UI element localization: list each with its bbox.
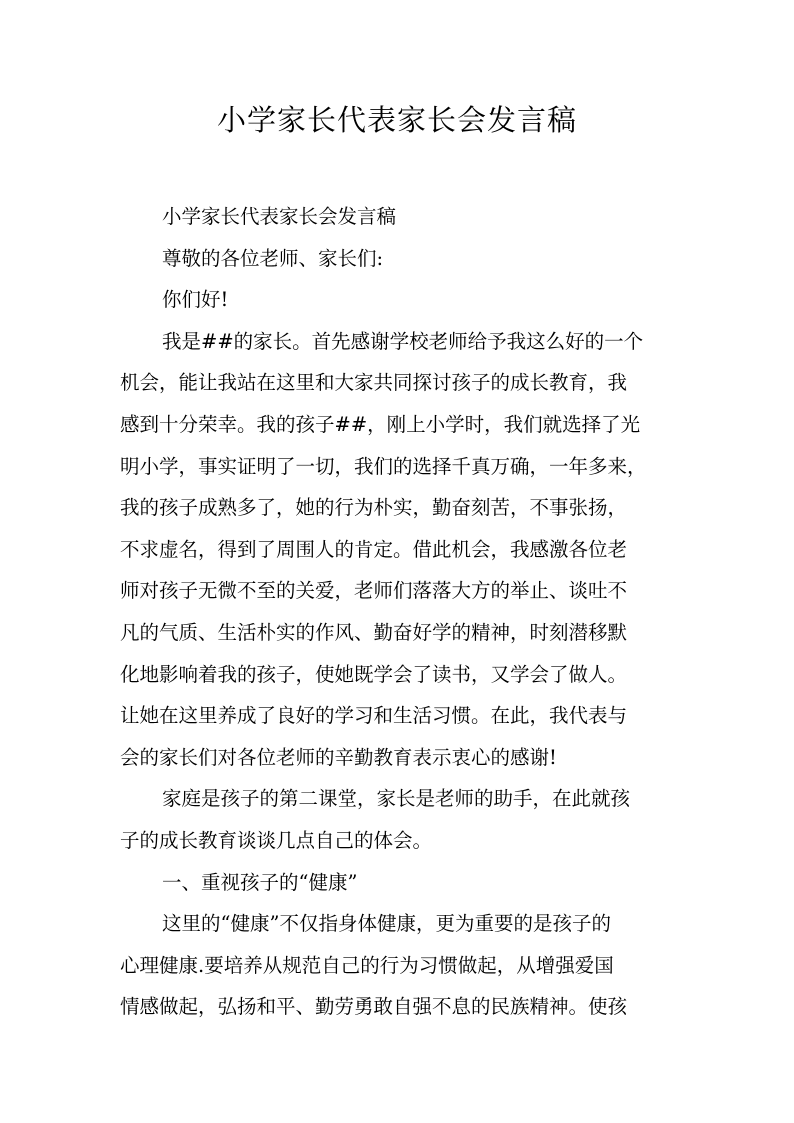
paragraph-line: 师对孩子无微不至的关爱，老师们落落大方的举止、谈吐不 — [120, 579, 628, 603]
paragraph-line: 让她在这里养成了良好的学习和生活习惯。在此，我代表与 — [120, 704, 628, 728]
paragraph-line: 情感做起，弘扬和平、勤劳勇敢自强不息的民族精神。使孩 — [120, 995, 628, 1019]
salutation-line: 尊敬的各位老师、家长们: — [162, 246, 384, 270]
paragraph-line: 我的孩子成熟多了，她的行为朴实，勤奋刻苦，不事张扬， — [120, 496, 628, 520]
paragraph-line: 家庭是孩子的第二课堂，家长是老师的助手，在此就孩 — [162, 787, 631, 811]
paragraph-line: 明小学，事实证明了一切，我们的选择千真万确，一年多来， — [120, 454, 647, 478]
paragraph-line: 这里的“健康”不仅指身体健康，更为重要的是孩子的 — [162, 912, 611, 936]
document-title: 小学家长代表家长会发言稿 — [216, 103, 577, 137]
section-heading: 一、重视孩子的“健康” — [162, 870, 358, 894]
paragraph-line: 凡的气质、生活朴实的作风、勤奋好学的精神，时刻潜移默 — [120, 620, 628, 644]
paragraph-line: 会的家长们对各位老师的辛勤教育表示衷心的感谢! — [120, 745, 557, 769]
paragraph-line: 机会，能让我站在这里和大家共同探讨孩子的成长教育，我 — [120, 371, 628, 395]
paragraph-line: 化地影响着我的孩子，使她既学会了读书，又学会了做人。 — [120, 662, 628, 686]
paragraph-line: 不求虚名，得到了周围人的肯定。借此机会，我感激各位老 — [120, 537, 628, 561]
greeting-line: 你们好! — [162, 288, 229, 312]
subtitle-line: 小学家长代表家长会发言稿 — [162, 205, 397, 228]
document-body — [120, 196, 680, 1028]
paragraph-line: 我是##的家长。首先感谢学校老师给予我这么好的一个 — [162, 329, 644, 353]
paragraph-line: 心理健康.要培养从规范自己的行为习惯做起，从增强爱国 — [120, 953, 614, 977]
paragraph-line: 子的成长教育谈谈几点自己的体会。 — [120, 828, 433, 852]
paragraph-line: 感到十分荣幸。我的孩子##，刚上小学时，我们就选择了光 — [120, 412, 641, 436]
